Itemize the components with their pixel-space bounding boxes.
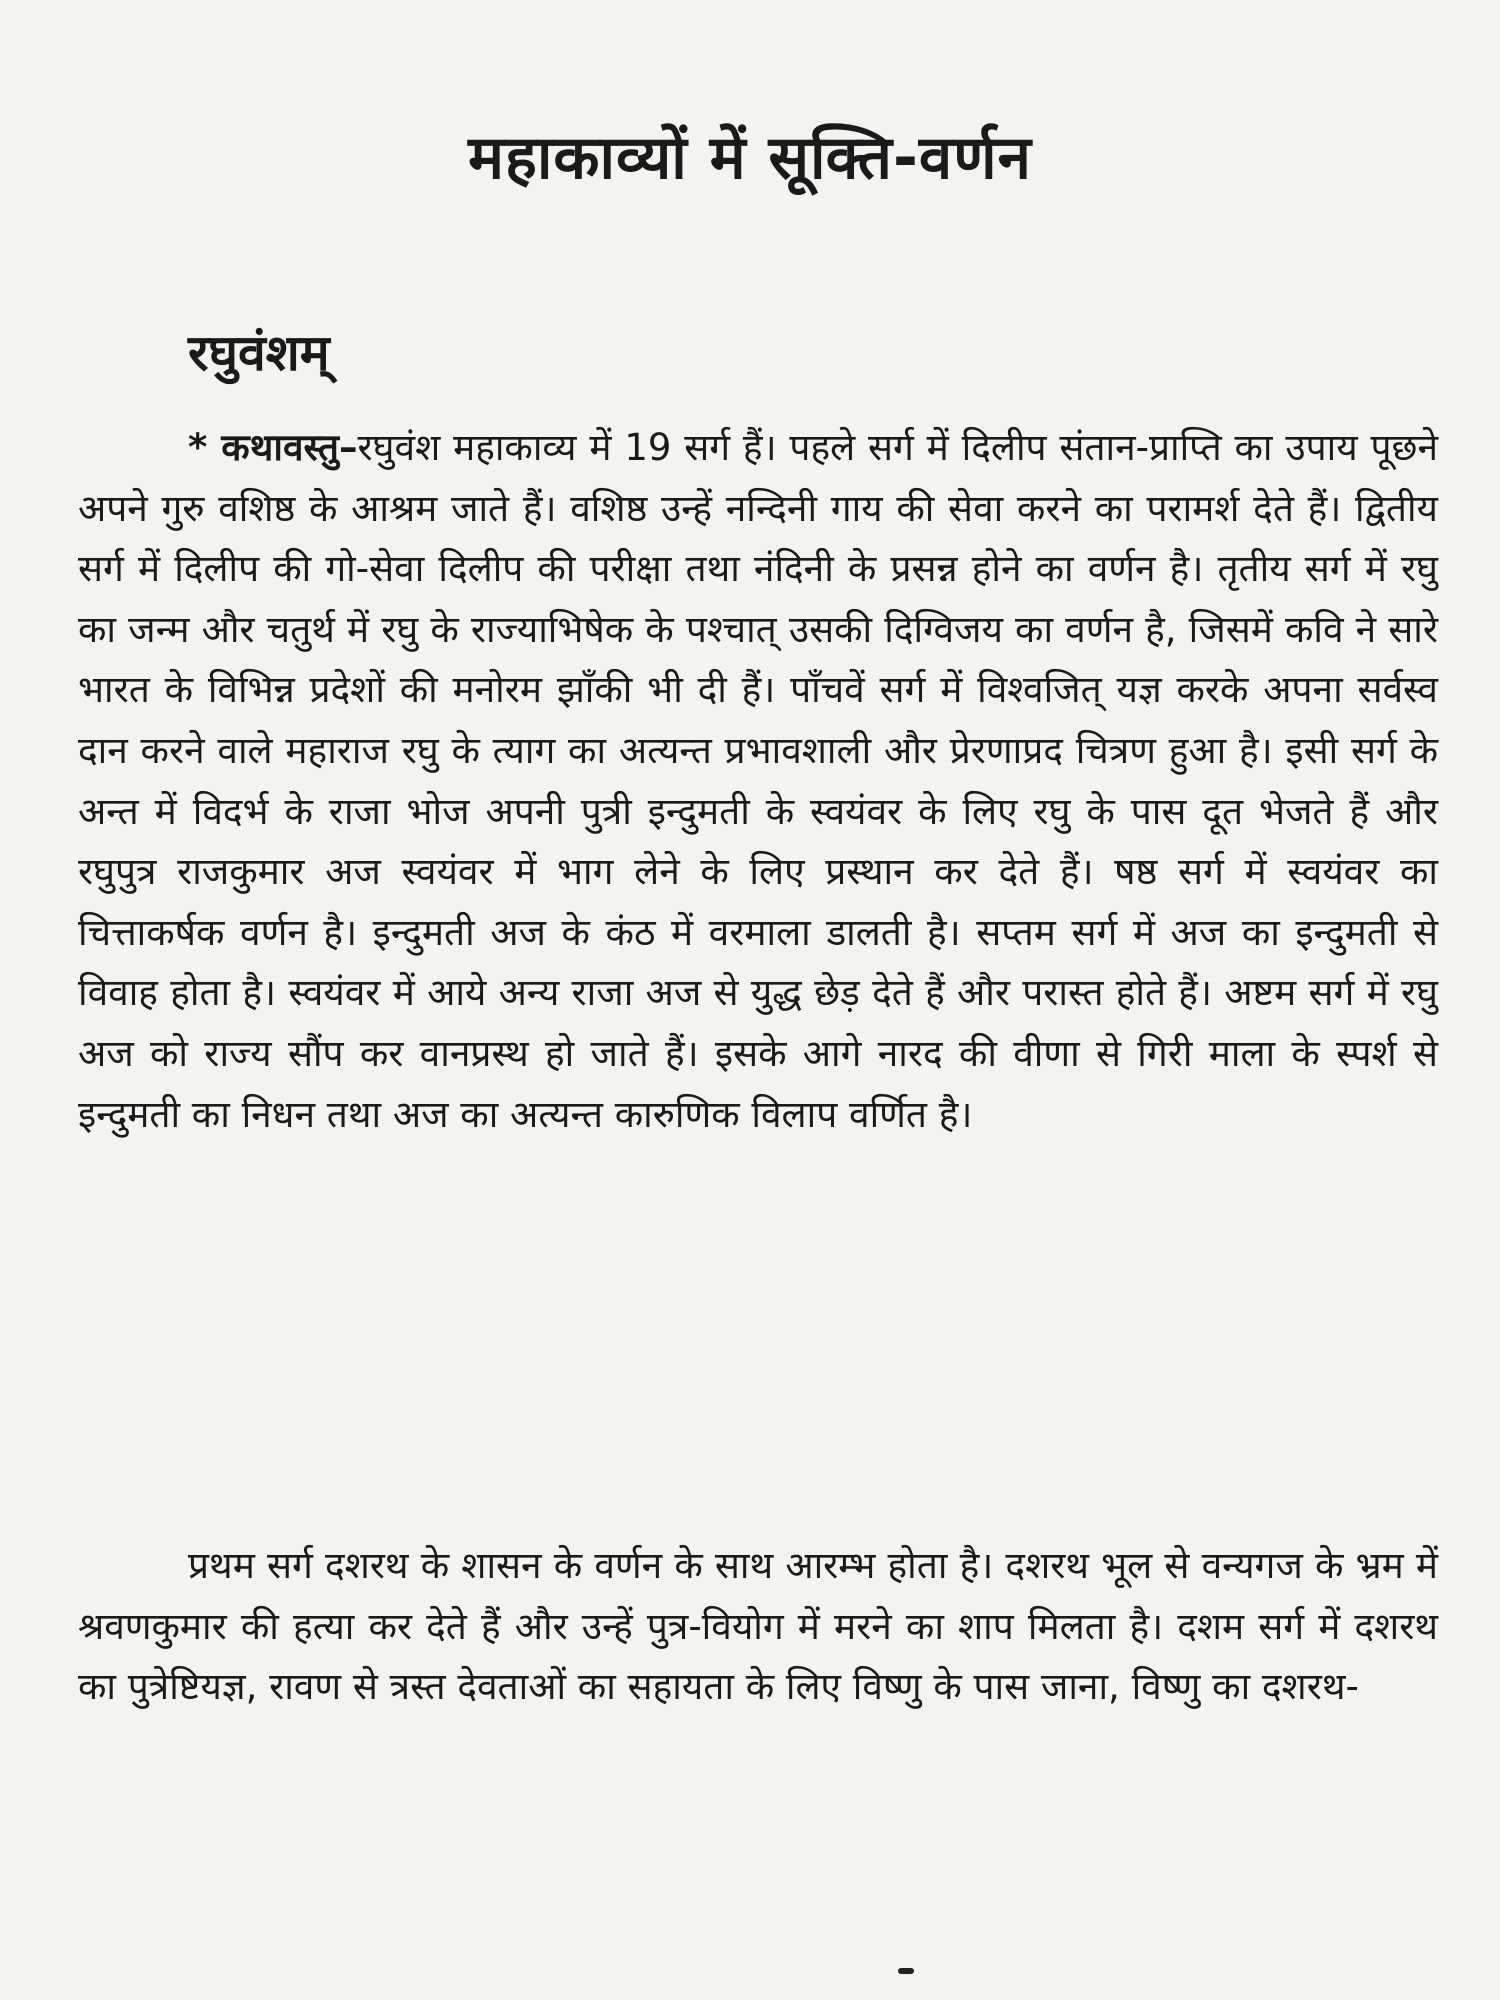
page-mark (898, 1968, 914, 1974)
paragraph-1-text: रघुवंश महाकाव्य में 19 सर्ग हैं। पहले सर्ग में दिलीप संतान-प्राप्ति का उपाय पूछने अपने गुरु वशिष्ठ के आश्रम जाते हैं। वशिष्ठ उन्हें नन्दिनी गाय की सेवा करने का परामर्श देते हैं। द्वितीय सर्ग में दिलीप की गो-सेवा दिलीप की परीक्षा तथा नंदिनी के प्रसन्न होने का वर्णन है। तृतीय सर्ग में रघु का जन्म और चतुर्थ में रघु के राज्याभिषेक के पश्चात् उसकी दिग्विजय का वर्णन है, जिसमें कवि ने सारे भारत के विभिन्न प्रदेशों की मनोरम झाँकी भी दी हैं। पाँचवें सर्ग में विश्वजित् यज्ञ करके अपना सर्वस्व दान करने वाले महाराज रघु के त्याग का अत्यन्त प्रभावशाली और प्रेरणाप्रद चित्रण हुआ है। इसी सर्ग के अन्त में विदर्भ के राजा भोज अपनी पुत्री इन्दुमती के स्वयंवर के लिए रघु के पास दूत भेजते हैं और रघुपुत्र राजकुमार अज स्वयंवर में भाग लेने के लिए प्रस्थान कर देते हैं। षष्ठ सर्ग में स्वयंवर का चित्ताकर्षक वर्णन है। इन्दुमती अज के कंठ में वरमाला डालती है। सप्तम सर्ग में अज का इन्दुमती से विवाह होता है। स्वयंवर में आये अन्य राजा अज से युद्ध छेड़ देते हैं और परास्त होते हैं। अष्टम सर्ग में रघु अज को राज्य सौंप कर वानप्रस्थ हो जाते हैं। इसके आगे नारद की वीणा से गिरी माला के स्पर्श से इन्दुमती का निधन तथा अज का अत्यन्त कारुणिक विलाप वर्णित है। (78, 426, 1438, 1136)
lead-term: * कथावस्तु– (188, 426, 358, 469)
page-title: महाकाव्यों में सूक्ति-वर्णन (468, 123, 1032, 193)
paragraph-2 (78, 1536, 1438, 1718)
paragraph-1 (78, 418, 1438, 1145)
paragraph-2-text: प्रथम सर्ग दशरथ के शासन के वर्णन के साथ आरम्भ होता है। दशरथ भूल से वन्यगज के भ्रम में श्रवणकुमार की हत्या कर देते हैं और उन्हें पुत्र-वियोग में मरने का शाप मिलता है। दशम सर्ग में दशरथ का पुत्रेष्टियज्ञ, रावण से त्रस्त देवताओं का सहायता के लिए विष्णु के पास जाना, विष्णु का दशरथ- (78, 1544, 1438, 1709)
section-heading: रघुवंशम् (188, 324, 330, 382)
